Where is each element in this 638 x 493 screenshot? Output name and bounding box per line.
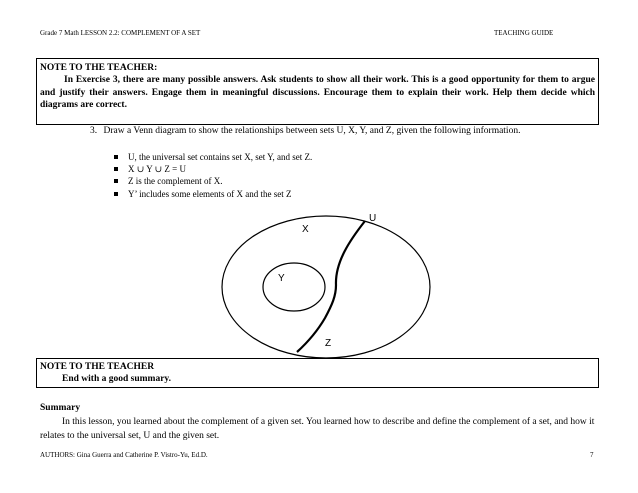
list-item: X ∪ Y ∪ Z = U <box>114 163 312 175</box>
exercise-number: 3. <box>90 126 98 136</box>
closing-note-box <box>36 358 599 388</box>
header-lesson-title: Grade 7 Math LESSON 2.2: COMPLEMENT OF A SET <box>40 29 201 37</box>
summary-heading: Summary <box>40 403 81 413</box>
label-x: X <box>302 224 309 235</box>
teacher-note-body: In Exercise 3, there are many possible answers. Ask students to show all their work. This is a good opportunity for them to argue and justify their answers. Engage them in meaningful discussions. Encourage them to explain their work. Help them decide which diagrams are correct. <box>40 75 595 111</box>
label-z: Z <box>325 338 332 349</box>
list-item: Z is the complement of X. <box>114 175 312 187</box>
closing-note-body: End with a good summary. <box>62 374 172 384</box>
list-item: Y’ includes some elements of X and the set Z <box>114 188 312 200</box>
summary-body: In this lesson, you learned about the complement of a given set. You learned how to describe and define the complement of a set, and how it relates to the universal set, U and the given set. <box>40 417 595 441</box>
set-y-ellipse <box>263 263 325 311</box>
label-y: Y <box>278 273 285 284</box>
header-guide-label: TEACHING GUIDE <box>494 29 554 37</box>
label-u: U <box>369 213 377 224</box>
exercise-text: Draw a Venn diagram to show the relationships between sets U, X, Y, and Z, given the following information. <box>103 126 521 136</box>
footer-authors: AUTHORS: Gina Guerra and Catherine P. Vistro-Yu, Ed.D. <box>40 451 208 459</box>
list-item: U, the universal set contains set X, set Y, and set Z. <box>114 151 312 163</box>
x-z-boundary-curve <box>297 221 365 352</box>
page-number: 7 <box>590 451 594 459</box>
universal-set-ellipse <box>222 216 430 358</box>
teacher-note-title: NOTE TO THE TEACHER: <box>40 63 158 73</box>
closing-note-title: NOTE TO THE TEACHER <box>40 362 155 372</box>
